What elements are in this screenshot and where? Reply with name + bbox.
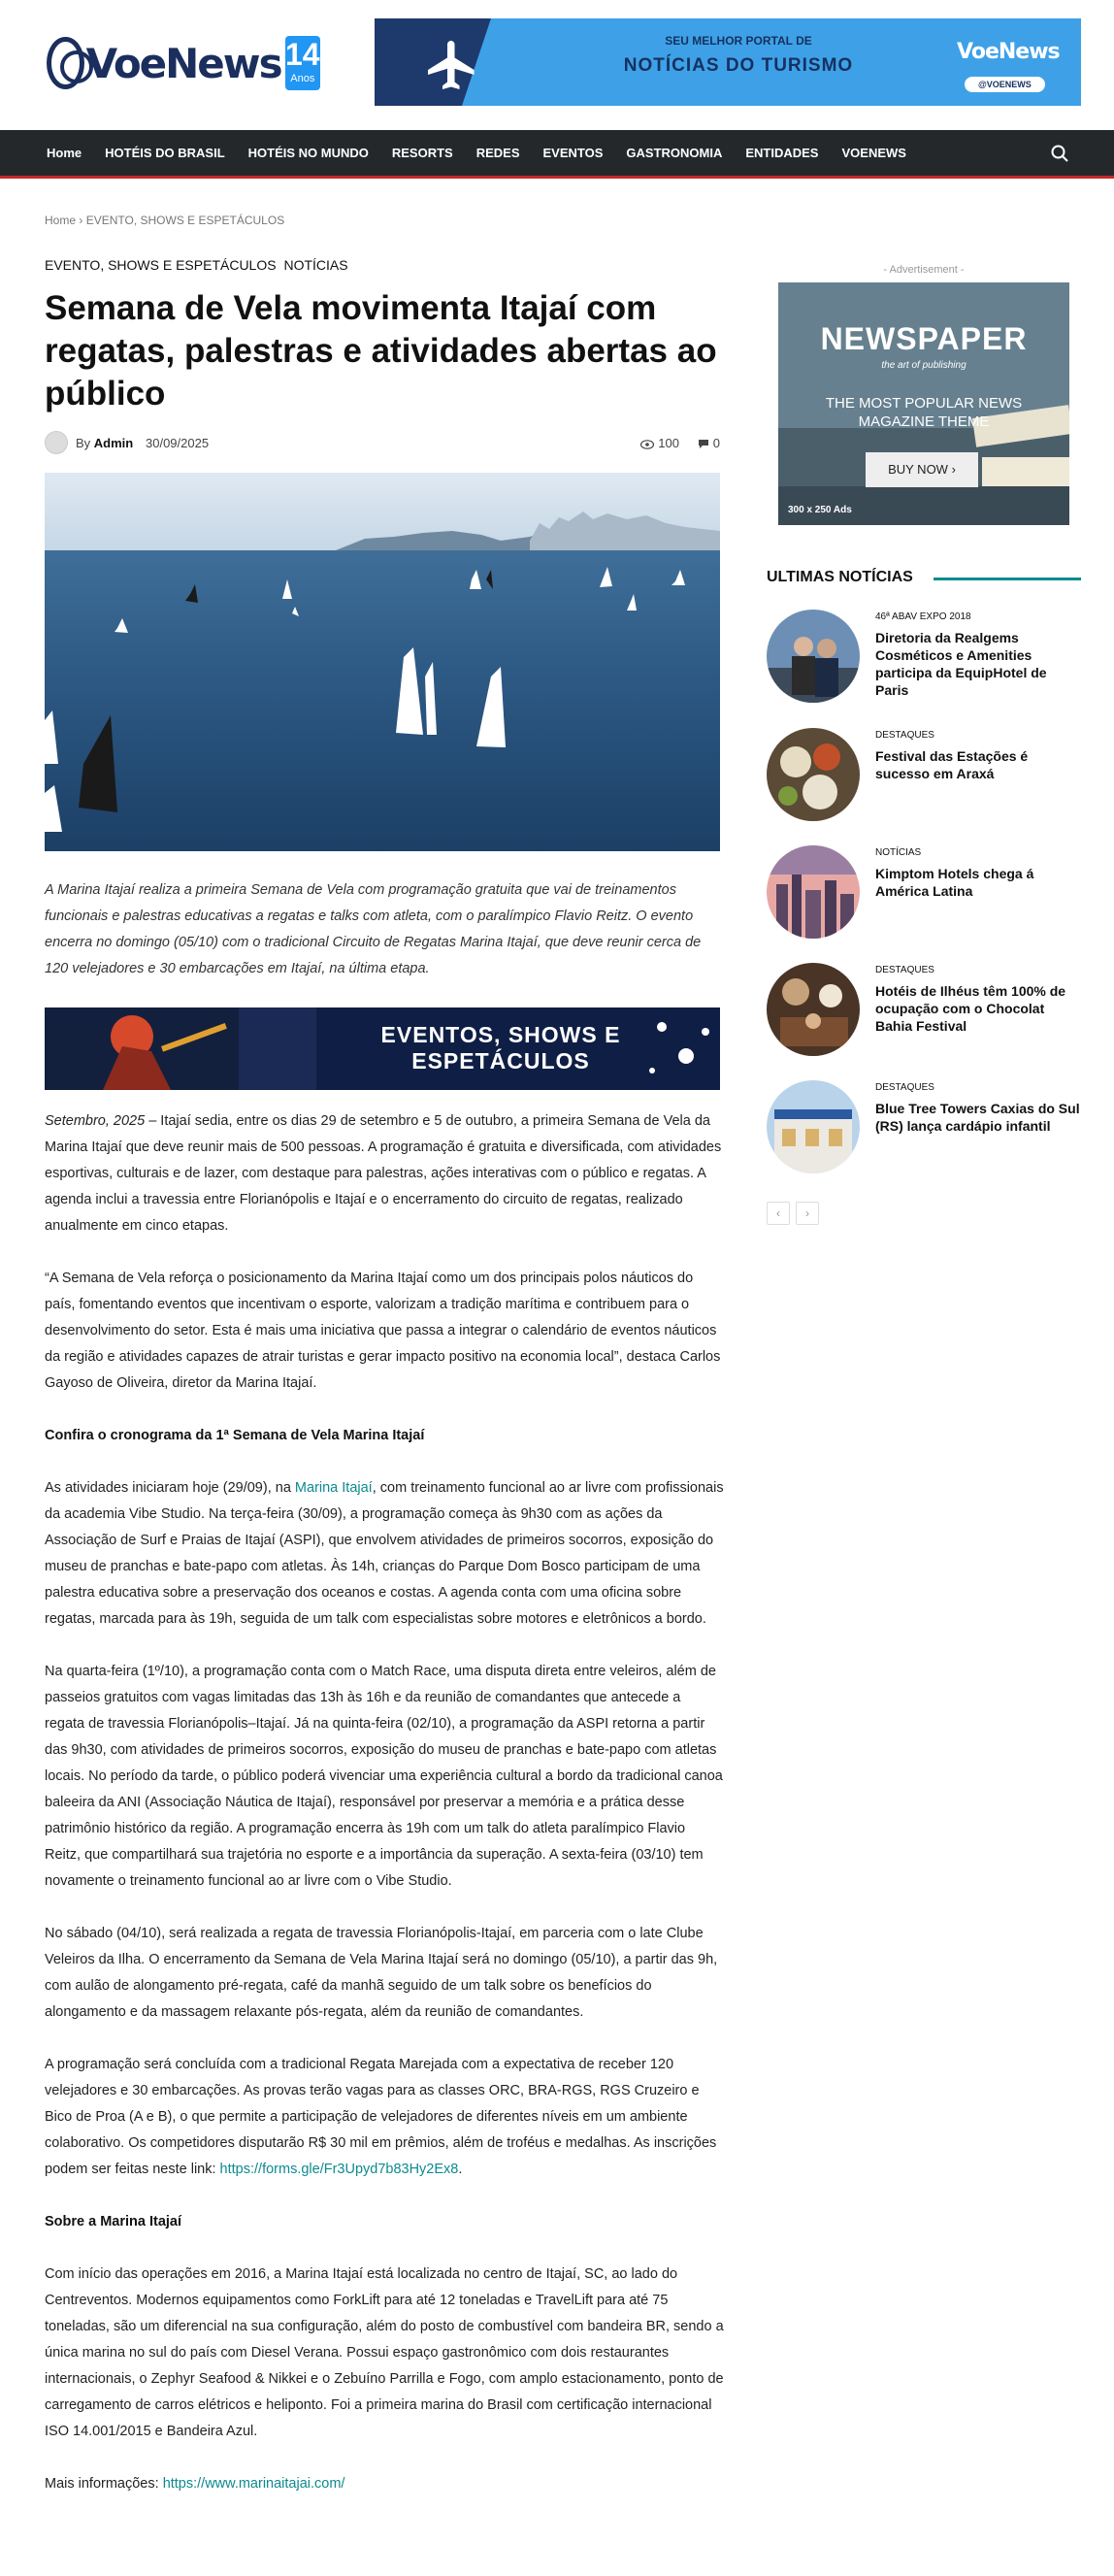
paragraph-about: Com início das operações em 2016, a Marina Itajaí está localizada no centro de Itajaí, SC, ao lado do Centreventos. Modernos equipamentos como ForkLift para até 12 toneladas e TravelLift para até 75 toneladas, são um diferencial na sua configuração, além do posto de combustível com bandeira BR, sendo a única marina no sul do país com Diesel Verana. Possui espaço gastronômico com dois restaurantes internacionais, o Zephyr Seafood & Nikkei e o Zebuíno Parrilla e Fogo, com amplo estacionamento, ponto de carregamento de carros elétricos e heliponto. Foi a primeira marina do Brasil com certificação internacional ISO 14.001/2015 e Bandeira Azul. xyxy=(45,2266,724,2439)
nav-item-home[interactable]: Home xyxy=(47,146,82,160)
subheading-sobre: Sobre a Marina Itajaí xyxy=(45,2214,182,2229)
nav-item-redes[interactable]: REDES xyxy=(475,146,520,160)
news-thumbnail[interactable] xyxy=(767,1080,860,1173)
site-header xyxy=(0,0,1114,130)
hotel-building-photo xyxy=(767,1080,860,1173)
news-thumbnail[interactable] xyxy=(767,728,860,821)
marina-website-link[interactable]: https://www.marinaitajai.com/ xyxy=(162,2476,345,2492)
ad-line-2: MAGAZINE THEME xyxy=(858,413,990,430)
news-tag[interactable]: 46ª ABAV EXPO 2018 xyxy=(875,611,971,622)
paragraph-schedule-2: Na quarta-feira (1º/10), a programação conta com o Match Race, uma disputa direta entre veleiros, além de passeios gratuitos com vagas limitadas das 13h às 16h e da reunião de comandantes que antecede a regata de travessia Florianópolis–Itajaí. Já na quinta-feira (02/10), a programação da ASPI retorna a partir das 9h30, com atividades de primeiros socorros, exposição do museu de pranchas e bate-papo com atletas locais. No período da tarde, o público poderá vivenciar uma experiência cultural a bordo da tradicional canoa baleeira da ANI (Associação Náutica de Itajaí), responsável por preservar a memória e a prática desse patrimônio histórico da região. A programação encerra às 19h com um talk do atleta paralímpico Flavio Reitz, que compartilhará sua trajetória no esporte e a importância da superação. A sexta-feira (03/10) tem novamente o treinamento funcional ao ar livre com o Vibe Studio. xyxy=(45,1664,723,1889)
nav-item-voenews[interactable]: VOENEWS xyxy=(841,146,906,160)
people-photo xyxy=(767,610,860,703)
banner-logo: VoeNews xyxy=(957,40,1060,64)
registration-link[interactable]: https://forms.gle/Fr3Upyd7b83Hy2Ex8 xyxy=(219,2162,459,2177)
guitarist-illustration xyxy=(45,1007,239,1090)
comment-count[interactable] xyxy=(698,436,720,450)
badge-label: Anos xyxy=(290,73,315,84)
advertisement-label: - Advertisement - xyxy=(883,264,965,276)
latest-news-heading: ULTIMAS NOTÍCIAS xyxy=(767,569,913,585)
hero-image xyxy=(45,473,720,851)
news-tag[interactable]: DESTAQUES xyxy=(875,965,934,975)
intro-text: Itajaí sedia, entre os dias 29 de setembro e 5 de outubro, a primeira Semana de Vela da Marina Itajaí que deve reunir mais de 500 pessoas. A programação é gratuita e diversificada, com atividades esportivas, culturais e de lazer, com destaque para palestras, ações interativas com o público e regatas. A agenda inclui a travessia entre Florianópolis e Itajaí e o encerramento do circuito de regatas, realizado anualmente em cinco etapas. xyxy=(45,1113,722,1234)
nav-item-hoteis-mundo[interactable]: HOTÉIS NO MUNDO xyxy=(247,146,369,160)
logo-text: VoeNews xyxy=(85,39,281,87)
ad-size-label: 300 x 250 Ads xyxy=(788,505,852,515)
article-title: Semana de Vela movimenta Itajaí com regatas, palestras e atividades abertas ao público xyxy=(45,289,717,413)
breadcrumb-current[interactable]: EVENTO, SHOWS E ESPETÁCULOS xyxy=(85,214,285,227)
view-count xyxy=(640,436,679,450)
news-thumbnail[interactable] xyxy=(767,963,860,1056)
news-title[interactable]: Festival das Estações é sucesso em Araxá xyxy=(875,748,1029,781)
breadcrumb-separator: › xyxy=(79,214,83,227)
regata-text-end: . xyxy=(458,2162,463,2177)
paragraph-quote: “A Semana de Vela reforça o posicionamento da Marina Itajaí como um dos principais polos náuticos do país, fomentando eventos que incentivam o esporte, valorizam a tradição marítima e contribuem para o desenvolvimento do setor. Esta é mais uma iniciativa que passa a integrar o calendário de eventos náuticos da região e atividades capazes de atrair turistas e gerar impacto positivo na economia local”, destaca Carlos Gayoso de Oliveira, diretor da Marina Itajaí. xyxy=(45,1271,721,1391)
pager-prev-button[interactable]: ‹ xyxy=(767,1202,790,1225)
hero-caption: A Marina Itajaí realiza a primeira Semana de Vela com programação gratuita que vai de treinamentos funcionais e palestras educativas a regatas e talks com atleta, com o paralímpico Flavio Reitz. O evento encerra no domingo (05/10) com o tradicional Circuito de Regatas Marina Itajaí, que deve reunir cerca de 120 velejadores e 30 embarcações em Itajaí, na última etapa. xyxy=(45,882,702,976)
ad-buy-now-button[interactable]: BUY NOW › xyxy=(866,452,978,487)
promo-banner-eventos[interactable] xyxy=(45,1007,720,1090)
more-info-label: Mais informações: xyxy=(45,2476,163,2492)
ad-line-1: THE MOST POPULAR NEWS xyxy=(825,395,1023,412)
nav-item-gastronomia[interactable]: GASTRONOMIA xyxy=(626,146,723,160)
banner-kicker: SEU MELHOR PORTAL DE xyxy=(665,34,812,48)
author-avatar[interactable] xyxy=(45,431,68,454)
view-count-value: 100 xyxy=(658,436,679,450)
paragraph-schedule-1 xyxy=(45,1475,724,1633)
category-link-noticias[interactable]: NOTÍCIAS xyxy=(283,257,348,273)
ad-title: NEWSPAPER xyxy=(820,321,1028,356)
schedule-1-text-b: , com treinamento funcional ao ar livre com profissionais da academia Vibe Studio. Na terça-feira (30/09), a programação começa às 9h30 com as ações da Associação de Surf e Praias de Itajaí (ASPI), que envolvem atividades de primeiros socorros, exposição do museu de pranchas e bate-papo com atletas. Às 14h, crianças do Parque Dom Bosco participam de uma palestra educativa sobre a preservação dos oceanos e costas. A agenda conta com uma oficina sobre regatas, marcada para às 19h, seguida de um talk com especialistas sobre motores e eletrônicos a bordo. xyxy=(45,1480,724,1627)
city-skyline-photo xyxy=(767,845,860,939)
publish-date: 30/09/2025 xyxy=(146,436,210,450)
breadcrumb xyxy=(45,214,284,227)
news-title[interactable]: Diretoria da Realgems Cosméticos e Amenities participa da EquipHotel de Paris xyxy=(875,630,1047,698)
news-tag[interactable]: NOTÍCIAS xyxy=(875,847,922,858)
chocolate-festival-photo xyxy=(767,963,860,1056)
author-name[interactable]: Admin xyxy=(93,436,134,450)
ad-tagline: the art of publishing xyxy=(881,360,967,371)
paragraph-more-info xyxy=(45,2471,724,2497)
nav-item-hoteis-brasil[interactable]: HOTÉIS DO BRASIL xyxy=(105,146,225,160)
latest-news-underline xyxy=(934,578,1081,580)
author-prefix: By xyxy=(76,436,91,450)
anniversary-badge xyxy=(285,36,320,90)
sidebar-ad[interactable] xyxy=(778,282,1069,525)
eye-icon xyxy=(640,440,654,449)
schedule-1-text-a: As atividades iniciaram hoje (29/09), na xyxy=(45,1480,295,1496)
banner-handle: @VOENEWS xyxy=(965,77,1045,92)
news-tag[interactable]: DESTAQUES xyxy=(875,730,934,741)
banner-headline: NOTÍCIAS DO TURISMO xyxy=(623,55,854,76)
news-thumbnail[interactable] xyxy=(767,845,860,939)
logo-mark xyxy=(47,37,84,89)
paragraph-intro xyxy=(45,1108,724,1239)
intro-dateline: Setembro, 2025 – xyxy=(45,1113,157,1129)
article-categories xyxy=(45,257,352,273)
site-logo[interactable] xyxy=(47,31,320,95)
food-photo xyxy=(767,728,860,821)
promo-title-line2: ESPETÁCULOS xyxy=(411,1048,590,1073)
paragraph-schedule-3: No sábado (04/10), será realizada a regata de travessia Florianópolis-Itajaí, em parceria com o late Clube Veleiros da Ilha. O encerramento da Semana de Vela Marina Itajaí será no domingo (05/10), a partir das 9h, com aulão de alongamento pré-regata, café da manhã seguido de um talk sobre os benefícios do alongamento e da massagem relaxante pós-regata, além da reunião de comandantes. xyxy=(45,1926,718,2020)
article-meta xyxy=(45,431,720,454)
airplane-icon xyxy=(423,36,481,94)
news-title[interactable]: Hotéis de Ilhéus têm 100% de ocupação com o Chocolat Bahia Festival xyxy=(875,983,1066,1034)
latest-news-item[interactable] xyxy=(767,963,1081,1060)
marina-itajai-link[interactable]: Marina Itajaí xyxy=(294,1480,373,1496)
main-navigation xyxy=(0,130,1114,179)
news-thumbnail[interactable] xyxy=(767,610,860,703)
comment-count-value: 0 xyxy=(712,436,720,450)
category-link-eventos[interactable]: EVENTO, SHOWS E ESPETÁCULOS xyxy=(45,257,277,273)
header-banner-ad[interactable] xyxy=(375,18,1081,106)
sailboats-photo xyxy=(45,473,720,851)
nav-item-entidades[interactable]: ENTIDADES xyxy=(745,146,819,160)
paragraph-regata xyxy=(45,2052,724,2183)
promo-title-line1: EVENTOS, SHOWS E xyxy=(380,1022,621,1047)
nav-item-resorts[interactable]: RESORTS xyxy=(391,146,453,160)
article-body xyxy=(45,1108,724,2524)
news-title[interactable]: Blue Tree Towers Caxias do Sul (RS) lança cardápio infantil xyxy=(875,1101,1080,1134)
latest-news-item[interactable] xyxy=(767,1080,1081,1177)
search-icon[interactable] xyxy=(1050,144,1069,163)
badge-number: 14 xyxy=(285,37,320,72)
author-byline xyxy=(76,436,133,450)
news-tag[interactable]: DESTAQUES xyxy=(875,1082,934,1093)
latest-news-item[interactable] xyxy=(767,728,1081,825)
comment-icon xyxy=(698,439,709,449)
latest-news-pager xyxy=(767,1202,825,1225)
nav-item-eventos[interactable]: EVENTOS xyxy=(542,146,604,160)
latest-news-item[interactable] xyxy=(767,845,1081,942)
pager-next-button[interactable]: › xyxy=(796,1202,819,1225)
breadcrumb-home[interactable]: Home xyxy=(45,214,77,227)
latest-news-item[interactable] xyxy=(767,610,1081,707)
subheading-cronograma: Confira o cronograma da 1ª Semana de Vela Marina Itajaí xyxy=(45,1428,425,1443)
news-title[interactable]: Kimptom Hotels chega á América Latina xyxy=(875,866,1034,899)
regata-text: A programação será concluída com a tradicional Regata Marejada com a expectativa de receber 120 velejadores e 30 embarcações. As provas terão vagas para as classes ORC, BRA-RGS, RGS Cruzeiro e Bico de Proa (A e B), o que permite a participação de velejadores de diferentes níveis em um ambiente colaborativo. Os competidores disputarão R$ 30 mil em prêmios, além de troféus e medalhas. As inscrições podem ser feitas neste link: xyxy=(45,2057,717,2177)
